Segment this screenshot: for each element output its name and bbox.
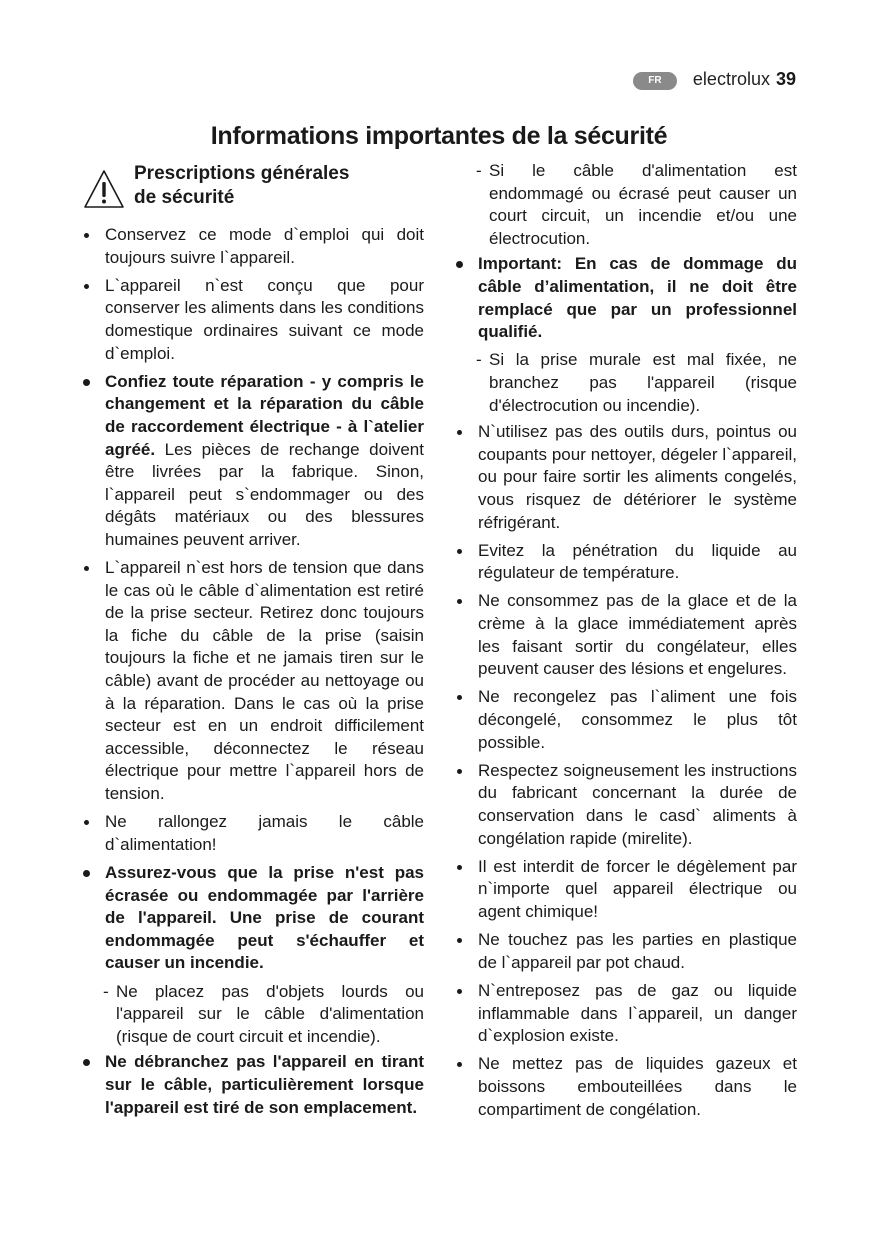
page-header xyxy=(633,66,796,92)
sub-item-text: Si le câble d'alimentation est endommagé ou écrasé peut causer un court circuit, un incendie et/ou une électrocution. xyxy=(489,161,797,248)
list-item xyxy=(82,371,424,552)
list-item: Ne rallongez jamais le câble d`alimentation! xyxy=(82,811,424,856)
list-item: L`appareil n`est conçu que pour conserver les aliments dans les conditions domestique ordinaires suivant ce mode d`emploi. xyxy=(82,275,424,365)
page-number: 39 xyxy=(775,68,796,89)
section-header xyxy=(82,162,424,212)
list-item: Il est interdit de forcer le dégèlement par n`importe quel appareil électrique ou agent chimique! xyxy=(455,856,797,924)
list-item: N`entreposez pas de gaz ou liquide inflammable dans l`appareil, un danger d`explosion existe. xyxy=(455,980,797,1048)
list-item: Ne mettez pas de liquides gazeux et boissons embouteillées dans le compartiment de congélation. xyxy=(455,1053,797,1121)
list-item: L`appareil n`est hors de tension que dans le cas où le câble d`alimentation est retiré de la prise secteur. Retirez donc toujours la fiche du câble de la prise (saisin toujours la fiche et ne jamais tiren sur le câble) avant de procéder au nettoyage ou à la réparation. Dans le cas où la prise secteur est en un endroit difficilement accessible, déconnectez le réseau électrique pour mettre l`appareil hors de tension. xyxy=(82,557,424,806)
section-title-line1: Prescriptions générales xyxy=(134,163,350,184)
left-bullet-list xyxy=(82,224,424,975)
bold-text: Confiez toute réparation - y compris le changement et la réparation du câble de raccordement électrique - à l`atelier agréé. xyxy=(105,371,424,459)
left-bullet-list-2 xyxy=(82,1051,424,1119)
page-title: Informations importantes de la sécurité xyxy=(210,122,668,150)
right-bullet-list xyxy=(455,253,797,343)
section-title-line2: de sécurité xyxy=(134,187,235,208)
list-item: Ne débranchez pas l'appareil en tirant sur le câble, particulièrement lorsque l'appareil est tiré de son emplacement. xyxy=(82,1051,424,1119)
list-item: Assurez-vous que la prise n'est pas écrasée ou endommagée par l'arrière de l'appareil. Une prise de courant endommagée peut s'échauffer et causer un incendie. xyxy=(82,862,424,975)
sub-item-text: Ne placez pas d'objets lourds ou l'appareil sur le câble d'alimentation (risque de court circuit et incendie). xyxy=(116,981,424,1046)
body-text: Les pièces de rechange doivent être livrées par la fabrique. Sinon, l`appareil peut s`endommager ou des dégâts matériaux ou des blessures humaines peuvent arriver. xyxy=(105,439,424,549)
right-column xyxy=(455,160,797,1127)
list-item: Conservez ce mode d`emploi qui doit toujours suivre l`appareil. xyxy=(82,224,424,269)
brand-name: electrolux xyxy=(692,68,770,89)
list-item: N`utilisez pas des outils durs, pointus ou coupants pour nettoyer, dégeler l`appareil, ou pour faire sortir les aliments congelés, vous risquez de détériorer le système réfrigérant. xyxy=(455,421,797,534)
warning-triangle-icon xyxy=(82,168,126,212)
list-item: Respectez soigneusement les instructions du fabricant concernant la durée de conservation dans le casd` aliments à congélation rapide (mirelite). xyxy=(455,760,797,850)
list-item: Ne touchez pas les parties en plastique de l`appareil par pot chaud. xyxy=(455,929,797,974)
list-item: Ne recongelez pas l`aliment une fois décongelé, consommez le plus tôt possible. xyxy=(455,686,797,754)
right-bullet-list-2 xyxy=(455,421,797,1121)
sub-item: - Si le câble d'alimentation est endommagé ou écrasé peut causer un court circuit, un incendie et/ou une électrocution. xyxy=(476,161,797,248)
list-item: Important: En cas de dommage du câble d’alimentation, il ne doit être remplacé que par un professionnel qualifié. xyxy=(455,253,797,343)
list-item: Ne consommez pas de la glace et de la crème à la glace immédiatement après les faisant sortir du congélateur, elles peuvent causer des lésions et engelures. xyxy=(455,590,797,680)
sub-item: - Ne placez pas d'objets lourds ou l'appareil sur le câble d'alimentation (risque de court circuit et incendie). xyxy=(103,981,424,1046)
sub-item-text: Si la prise murale est mal fixée, ne branchez pas l'appareil (risque d'électrocution ou incendie). xyxy=(489,350,797,415)
section-title xyxy=(134,162,349,210)
language-badge: FR xyxy=(633,72,677,90)
left-column xyxy=(82,162,424,1125)
sub-item: - Si la prise murale est mal fixée, ne branchez pas l'appareil (risque d'électrocution ou incendie). xyxy=(476,350,797,415)
list-item: Evitez la pénétration du liquide au régulateur de température. xyxy=(455,540,797,585)
